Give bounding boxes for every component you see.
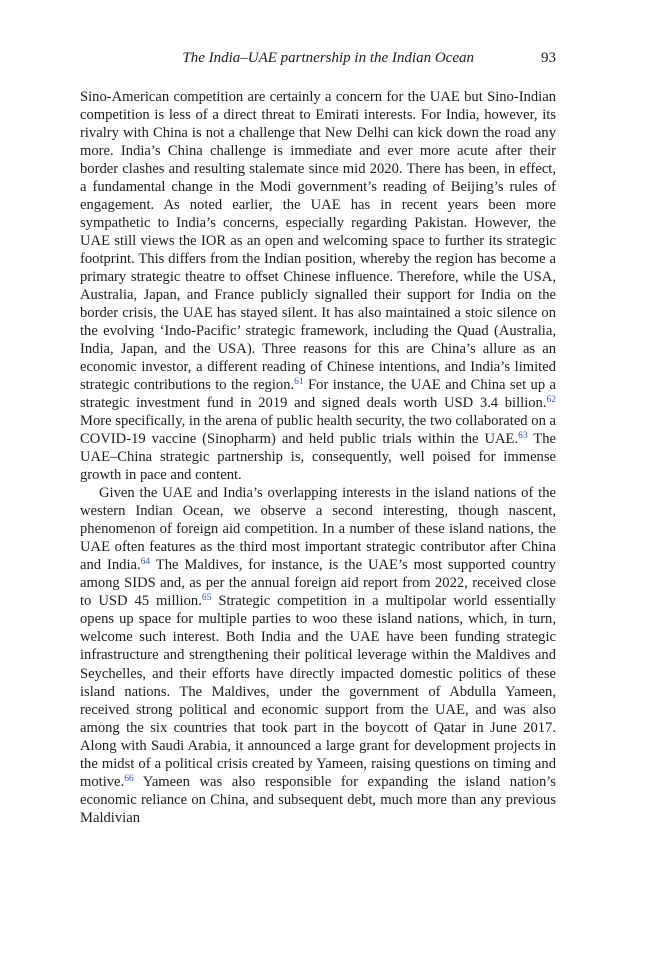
running-title: The India–UAE partnership in the Indian Ocean [182, 50, 474, 66]
text-run: For instance, the UAE and China set up a strategic investment fund in 2019 and signed deals worth USD 3.4 billion. [80, 377, 557, 412]
running-header [80, 50, 556, 70]
body-text [80, 88, 556, 827]
footnote-reference-61[interactable]: 61 [294, 377, 304, 387]
text-run: Given the UAE and India’s overlapping interests in the island nations of the western Indian Ocean, we observe a second interesting, though nascent, phenomenon of foreign aid competition. In a number of these island nations, the UAE often features as the third most important strategic contributor after China and India. [80, 485, 556, 574]
text-run: The UAE–China strategic partnership is, consequently, well poised for immense growth in pace and content. [80, 431, 556, 484]
text-run: Sino-American competition are certainly a concern for the UAE but Sino-Indian competition is less of a direct threat to Emirati interests. For India, however, its rivalry with China is not a challenge that New Delhi can kick down the road any more. India’s China challenge is immediate and ever more acute after their border clashes and resulting stalemate since mid 2020. There has been, in effect, a fundamental change in the Modi government’s reading of Beijing’s rules of engagement. As noted earlier, the UAE has in recent years been more sympathetic to India’s concerns, especially regarding Pakistan. However, the UAE still views the IOR as an open and welcoming space to further its strategic footprint. This differs from the Indian position, whereby the region has become a primary strategic theatre to offset Chinese influence. Therefore, while the USA, Australia, Japan, and France publicly signalled their support for India on the border crisis, the UAE has stayed silent. It has also maintained a stoic silence on the evolving ‘Indo-Pacific’ strategic framework, including the Quad (Australia, India, Japan, and the USA). Three reasons for this are China’s allure as an economic investor, a different reading of Chinese intentions, and India’s limited strategic contributions to the region. [80, 88, 556, 393]
footnote-reference-66[interactable]: 66 [124, 773, 134, 784]
text-run: Yameen was also responsible for expanding the island nation’s economic reliance on China, and subsequent debt, much more than any previous Maldivian [80, 773, 556, 826]
text-run: Strategic competition in a multipolar world essentially opens up space for multiple parties to woo these island nations, which, in turn, welcome such interest. Both India and the UAE have been funding strategic infrastructure and strengthening their political leverage within the Maldives and Seychelles, and their efforts have directly impacted domestic politics of these island nations. The Maldives, under the government of Abdulla Yameen, received strong political and economic support from the UAE, and was also among the six countries that took part in the boycott of Qatar in June 2017. Along with Saudi Arabia, it announced a large grant for development projects in the midst of a political crisis created by Yameen, raising questions on timing and motive. [80, 593, 556, 790]
text-run: More specifically, in the arena of public health security, the two collaborated on a COVID-19 vaccine (Sinopharm) and held public trials within the UAE. [80, 413, 556, 448]
text-run: The Maldives, for instance, is the UAE’s most supported country among SIDS and, as per the annual foreign aid report from 2022, received close to USD 45 million. [80, 557, 556, 610]
paragraph [80, 484, 556, 827]
footnote-reference-64[interactable]: 64 [140, 557, 151, 568]
footnote-reference-62[interactable]: 62 [546, 395, 556, 406]
paragraph [80, 88, 556, 485]
footnote-reference-65[interactable]: 65 [201, 593, 212, 604]
page-number: 93 [541, 50, 556, 66]
footnote-reference-63[interactable]: 63 [518, 431, 528, 442]
